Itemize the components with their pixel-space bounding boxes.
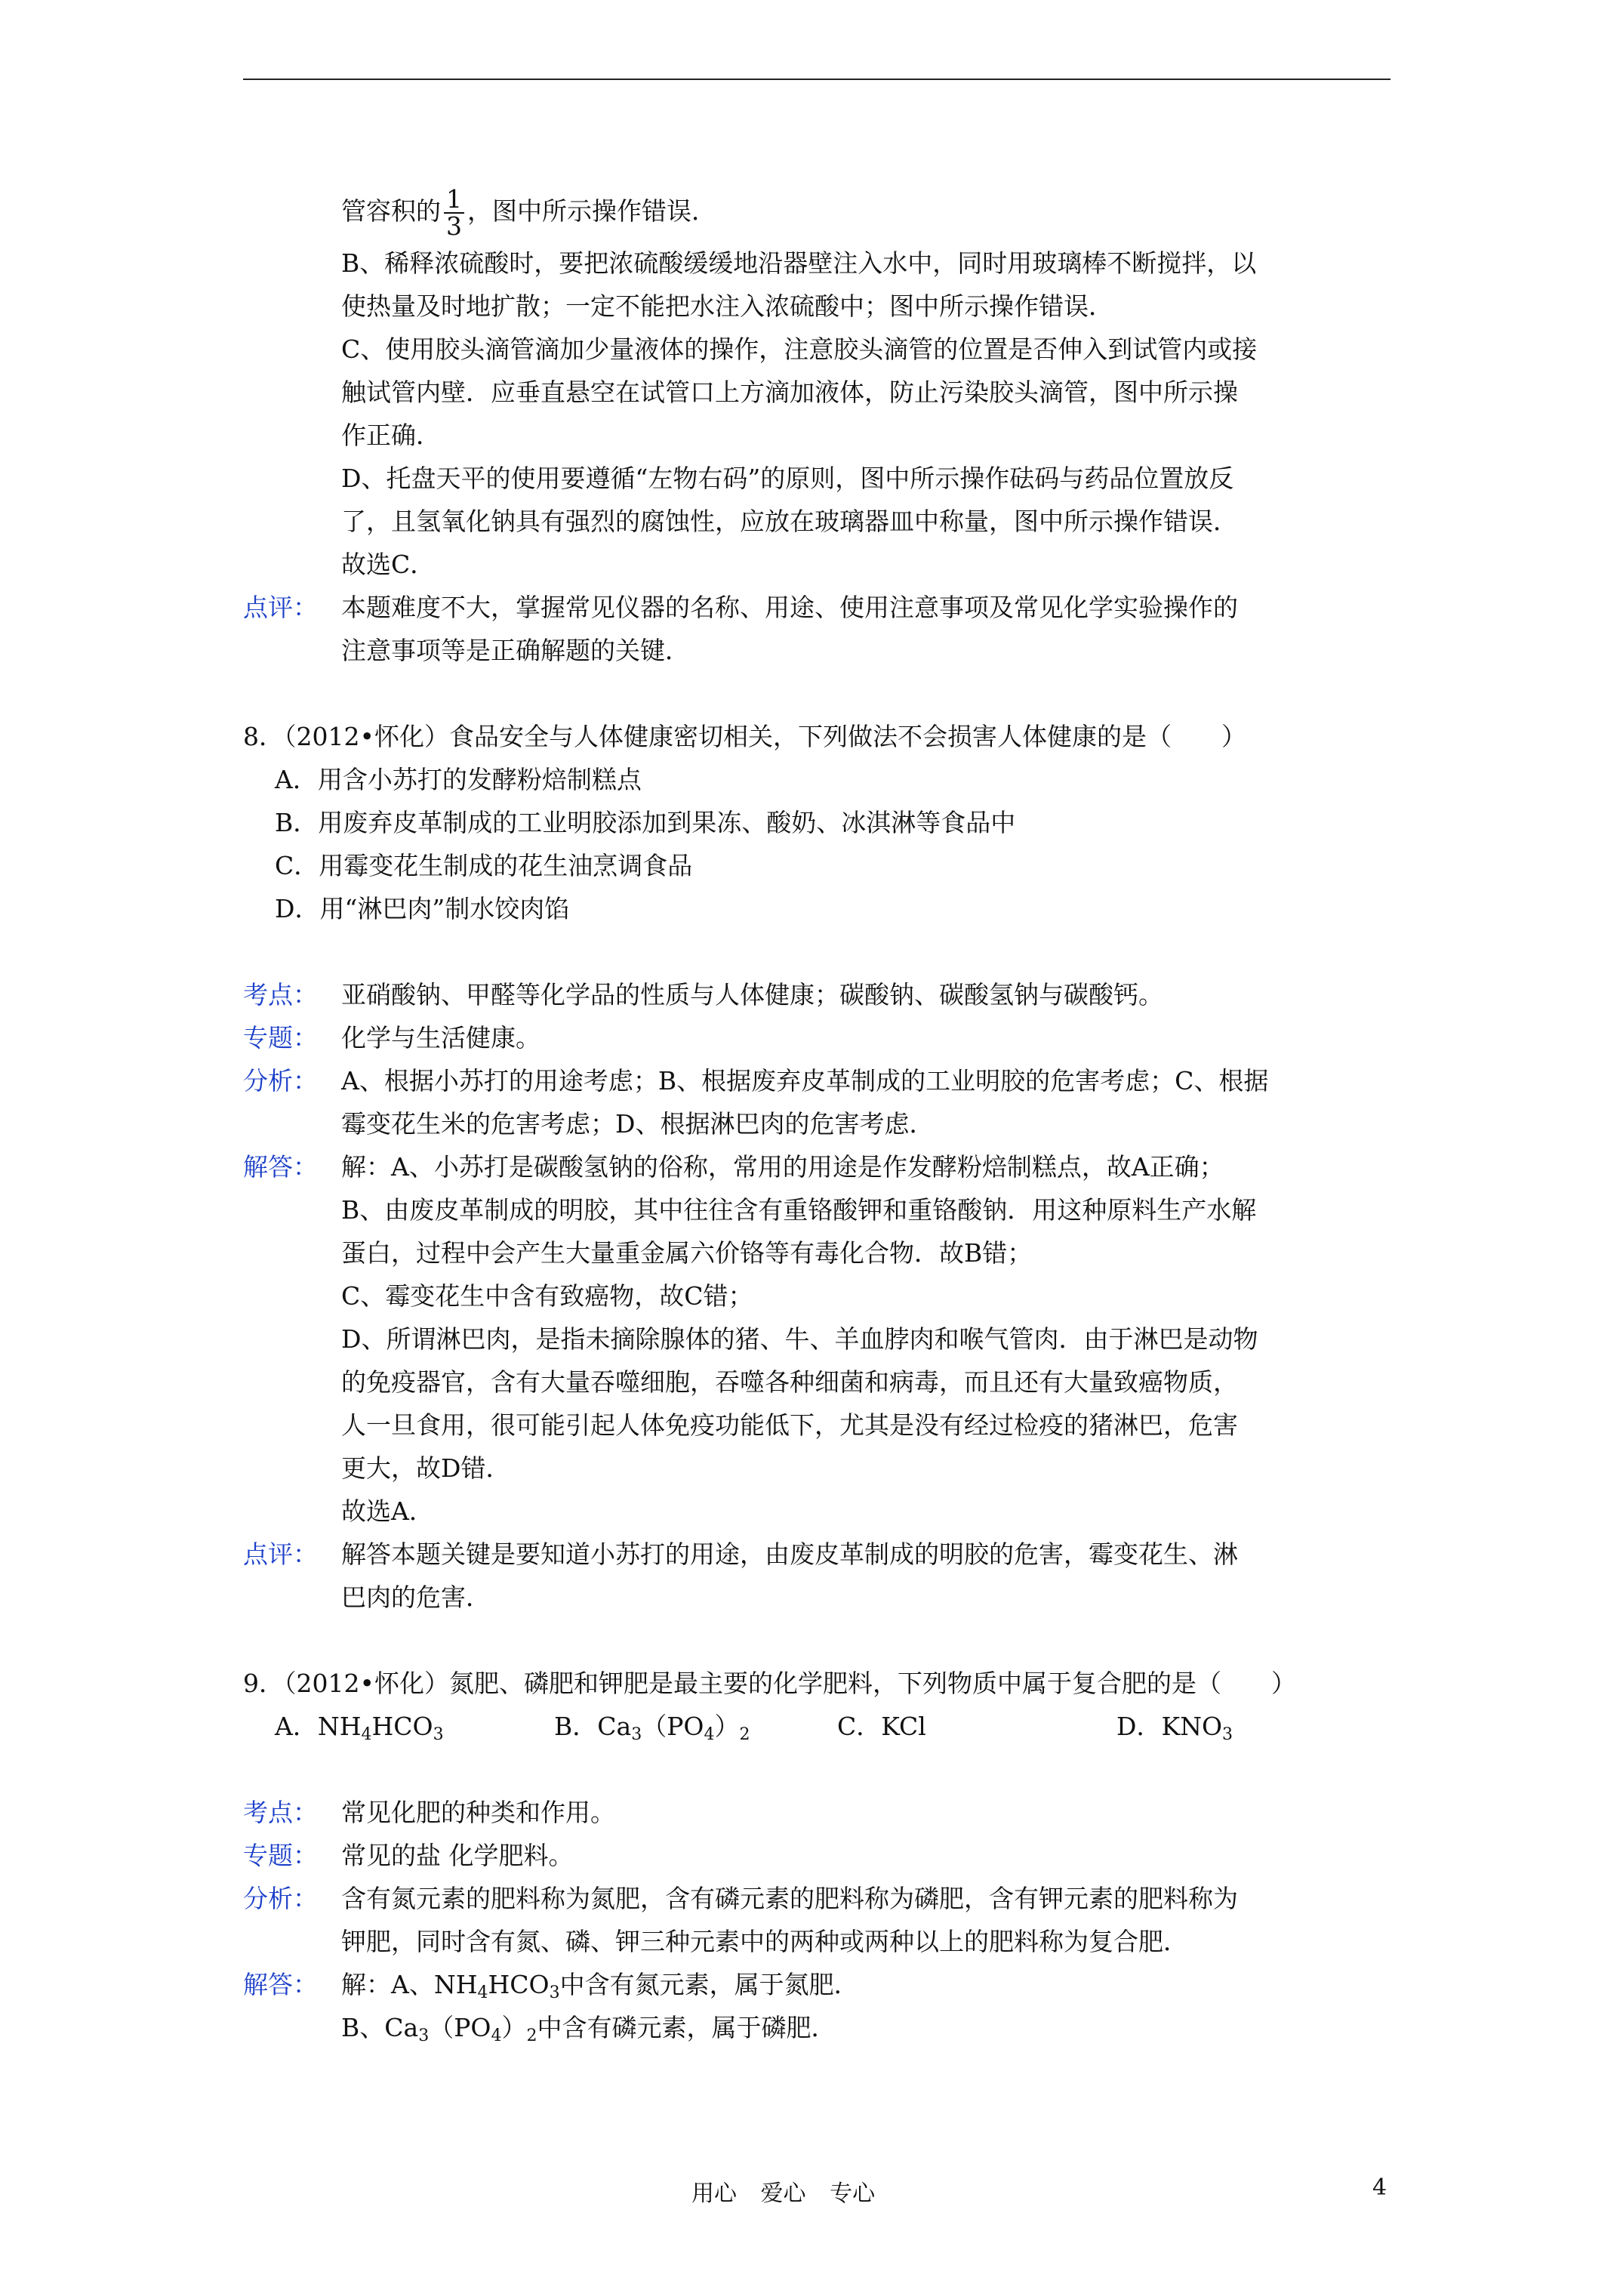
q8-fenxi: 分析： A、根据小苏打的用途考虑；B、根据废弃皮革制成的工业明胶的危害考虑；C、根据 [243,1059,1394,1102]
comment-label: 点评： [243,593,318,622]
q8-fenxi-line2: 霉变花生米的危害考虑；D、根据淋巴肉的危害考虑． [341,1109,935,1139]
q9-jieda [243,1963,1394,2006]
q9-kaodian: 考点： 常见化肥的种类和作用。 [243,1791,1394,1834]
q7-option-c-line2: 触试管内壁．应垂直悬空在试管口上方滴加液体，防止污染胶头滴管，图中所示操 [341,378,1238,407]
fenxi-label: 分析： [243,1884,318,1913]
q7-option-b-line1: B、稀释浓硫酸时，要把浓硫酸缓缓地沿器壁注入水中，同时用玻璃棒不断搅拌，以 [341,248,1257,278]
q8-zhuanti: 专题： 化学与生活健康。 [243,1016,1394,1059]
q9-jieda-b: B、$Ca_3(PO_4)_2$中含有磷元素，属于磷肥． [341,2013,836,2045]
q7-option-a-tail: 管容积的 $\frac{1}{3}$ ，图中所示操作错误． [341,184,716,241]
q7-comment [243,586,1394,629]
q9-fenxi: 分析： 含有氮元素的肥料称为氮肥，含有磷元素的肥料称为磷肥，含有钾元素的肥料称为 [243,1877,1394,1920]
q9-options [243,1705,1394,1748]
dianping-label: 点评： [243,1539,318,1569]
q7-comment-line2: 注意事项等是正确解题的关键． [341,636,690,665]
kaodian-label: 考点： [243,980,318,1009]
kaodian-label: 考点： [243,1798,318,1827]
q9-option-b: B．$Ca_3(PO_4)_2$ [554,1712,750,1744]
fraction-one-third: $\frac{1}{3}$ [444,186,464,239]
q7-option-b-line2: 使热量及时地扩散；一定不能把水注入浓硫酸中；图中所示操作错误． [341,291,1113,321]
q9-stem: 9．（2012•怀化）氮肥、磷肥和钾肥是最主要的化学肥料，下列物质中属于复合肥的是（ ） [243,1669,1296,1698]
q8-jieda-line: 更大，故D错． [341,1453,511,1483]
q8-kaodian: 考点： 亚硝酸钠、甲醛等化学品的性质与人体健康；碳酸钠、碳酸氢钠与碳酸钙。 [243,973,1394,1016]
zhuanti-label: 专题： [243,1841,318,1870]
q8-stem: 8．（2012•怀化）食品安全与人体健康密切相关，下列做法不会损害人体健康的是（ ） [243,722,1246,751]
q9-jieda-a: 解：A、$NH_4HCO_3$中含有氮元素，属于氮肥． [341,1970,859,2002]
q8-jieda-line: 人一旦食用，很可能引起人体免疫功能低下，尤其是没有经过检疫的猪淋巴，危害 [341,1410,1238,1440]
q7-option-c-line3: 作正确． [341,421,441,450]
comment-line1: 本题难度不大，掌握常见仪器的名称、用途、使用注意事项及常见化学实验操作的 [341,593,1238,622]
q8-option-c: C．用霉变花生制成的花生油烹调食品 [275,851,693,880]
q8-jieda-line: C、霉变花生中含有致癌物，故C错； [341,1281,753,1311]
q8-option-b: B．用废弃皮革制成的工业明胶添加到果冻、酸奶、冰淇淋等食品中 [275,808,1016,837]
q8-jieda-line: 的免疫器官，含有大量吞噬细胞，吞噬各种细菌和病毒，而且还有大量致癌物质， [341,1367,1238,1397]
header-rule [243,79,1390,80]
q8-answer: 故选A． [341,1496,434,1526]
q7-option-d-line1: D、托盘天平的使用要遵循“左物右码”的原则，图中所示操作砝码与药品位置放反 [341,464,1234,493]
zhuanti-label: 专题： [243,1023,318,1052]
fenxi-label: 分析： [243,1066,318,1096]
q7-answer: 故选C． [341,550,436,579]
q8-jieda-line: B、由废皮革制成的明胶，其中往往含有重铬酸钾和重铬酸钠．用这种原料生产水解 [341,1195,1257,1225]
q8-jieda: 解答： 解：A、小苏打是碳酸氢钠的俗称，常用的用途是作发酵粉焙制糕点，故A正确； [243,1145,1394,1188]
q9-zhuanti: 专题： 常见的盐 化学肥料。 [243,1834,1394,1877]
q8-jieda-line: 蛋白，过程中会产生大量重金属六价铬等有毒化合物．故B错； [341,1238,1033,1268]
q8-option-a: A．用含小苏打的发酵粉焙制糕点 [275,765,642,794]
q8-jieda-line: D、所谓淋巴肉，是指未摘除腺体的猪、牛、羊血脖肉和喉气管肉．由于淋巴是动物 [341,1324,1258,1354]
jieda-label: 解答： [243,1970,318,1999]
q9-option-c: C．KCl [837,1712,926,1741]
q7-option-d-line2: 了，且氢氧化钠具有强烈的腐蚀性，应放在玻璃器皿中称量，图中所示操作错误． [341,507,1238,536]
document-body [243,181,1394,2049]
q9-option-d: D．$KNO_3$ [1116,1712,1233,1744]
q8-dianping: 点评： 解答本题关键是要知道小苏打的用途，由废皮革制成的明胶的危害，霉变花生、淋 [243,1533,1394,1576]
q9-fenxi-line2: 钾肥，同时含有氮、磷、钾三种元素中的两种或两种以上的肥料称为复合肥． [341,1927,1188,1956]
q7-option-c-line1: C、使用胶头滴管滴加少量液体的操作，注意胶头滴管的位置是否伸入到试管内或接 [341,334,1258,364]
q8-option-d: D．用“淋巴肉”制水饺肉馅 [275,894,570,923]
jieda-label: 解答： [243,1152,318,1182]
q9-option-a: A．$NH_4HCO_3$ [275,1712,444,1744]
page-number: 4 [1372,2174,1387,2201]
footer-motto: 用心 爱心 专心 [691,2180,876,2207]
q8-dianping-line2: 巴肉的危害． [341,1583,491,1612]
